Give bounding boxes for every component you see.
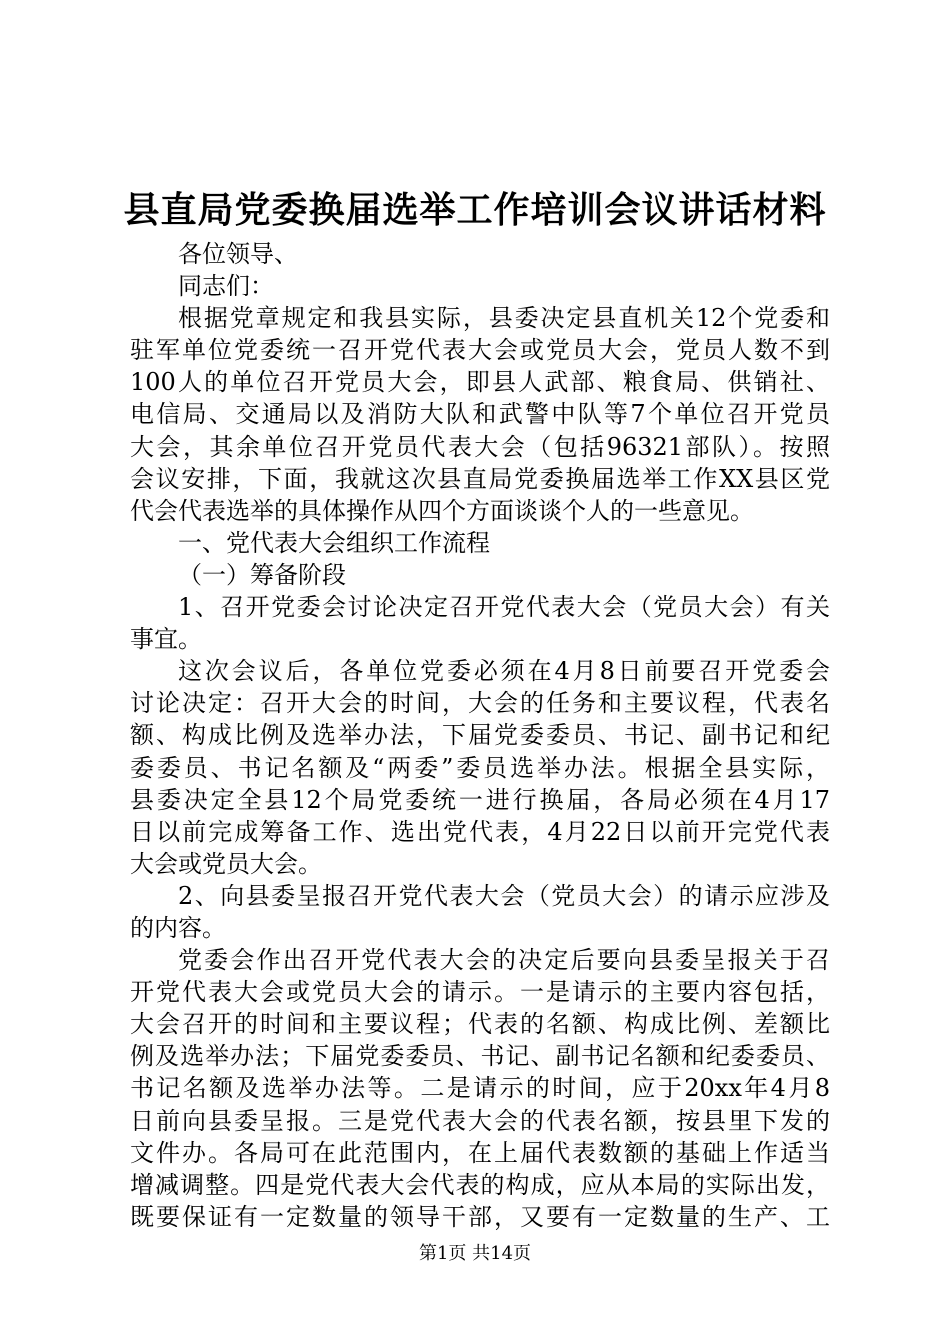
text-line: 一、党代表大会组织工作流程 xyxy=(178,528,490,557)
text-line: 2、向县委呈报召开党代表大会（党员大会）的请示应涉及 xyxy=(178,881,830,910)
text-line: 的内容。 xyxy=(130,913,226,942)
text-line: 根据党章规定和我县实际，县委决定县直机关12个党委和 xyxy=(178,304,830,333)
text-line: 开党代表大会或党员大会的请示。一是请示的主要内容包括， xyxy=(130,978,830,1007)
text-line: 额、构成比例及选举办法，下届党委委员、书记、副书记和纪 xyxy=(130,721,830,750)
text-line: 同志们： xyxy=(178,272,274,301)
text-line: 代会代表选举的具体操作从四个方面谈谈个人的一些意见。 xyxy=(130,496,754,525)
text-line: 大会或党员大会。 xyxy=(130,849,322,878)
document-title: 县直局党委换届选举工作培训会议讲话材料 xyxy=(123,189,827,231)
text-line: 文件办。各局可在此范围内，在上届代表数额的基础上作适当 xyxy=(130,1138,830,1167)
text-line: 1、召开党委会讨论决定召开党代表大会（党员大会）有关 xyxy=(178,593,830,622)
text-line: 县委决定全县12个局党委统一进行换届，各局必须在4月17 xyxy=(130,785,830,814)
text-line: 100人的单位召开党员大会，即县人武部、粮食局、供销社、 xyxy=(130,368,830,397)
text-line: 大会召开的时间和主要议程；代表的名额、构成比例、差额比 xyxy=(130,1010,830,1039)
text-line: 电信局、交通局以及消防大队和武警中队等7个单位召开党员 xyxy=(130,400,830,429)
text-line: 书记名额及选举办法等。二是请示的时间，应于20xx年4月8 xyxy=(130,1074,830,1103)
text-line: 事宜。 xyxy=(130,625,202,654)
text-line: 这次会议后，各单位党委必须在4月8日前要召开党委会 xyxy=(178,657,830,686)
text-line: 增减调整。四是党代表大会代表的构成，应从本局的实际出发， xyxy=(130,1170,830,1199)
text-line: 日前向县委呈报。三是党代表大会的代表名额，按县里下发的 xyxy=(130,1106,830,1135)
text-line: 驻军单位党委统一召开党代表大会或党员大会，党员人数不到 xyxy=(130,336,830,365)
text-line: 委委员、书记名额及“两委”委员选举办法。根据全县实际， xyxy=(130,753,830,782)
text-line: 大会，其余单位召开党员代表大会（包括96321部队）。按照 xyxy=(130,432,830,461)
text-line: （一）筹备阶段 xyxy=(178,560,346,589)
text-line: 党委会作出召开党代表大会的决定后要向县委呈报关于召 xyxy=(178,946,830,975)
page-footer: 第1页 共14页 xyxy=(418,1243,532,1264)
text-line: 各位领导、 xyxy=(178,240,298,268)
text-line: 日以前完成筹备工作、选出党代表，4月22日以前开完党代表 xyxy=(130,817,830,846)
text-line: 例及选举办法；下届党委委员、书记、副书记名额和纪委委员、 xyxy=(130,1042,830,1071)
text-line: 会议安排，下面，我就这次县直局党委换届选举工作XX县区党 xyxy=(130,464,830,493)
text-line: 既要保证有一定数量的领导干部，又要有一定数量的生产、工 xyxy=(130,1202,830,1231)
document-body xyxy=(130,238,830,1233)
text-line: 讨论决定：召开大会的时间，大会的任务和主要议程，代表名 xyxy=(130,689,830,718)
